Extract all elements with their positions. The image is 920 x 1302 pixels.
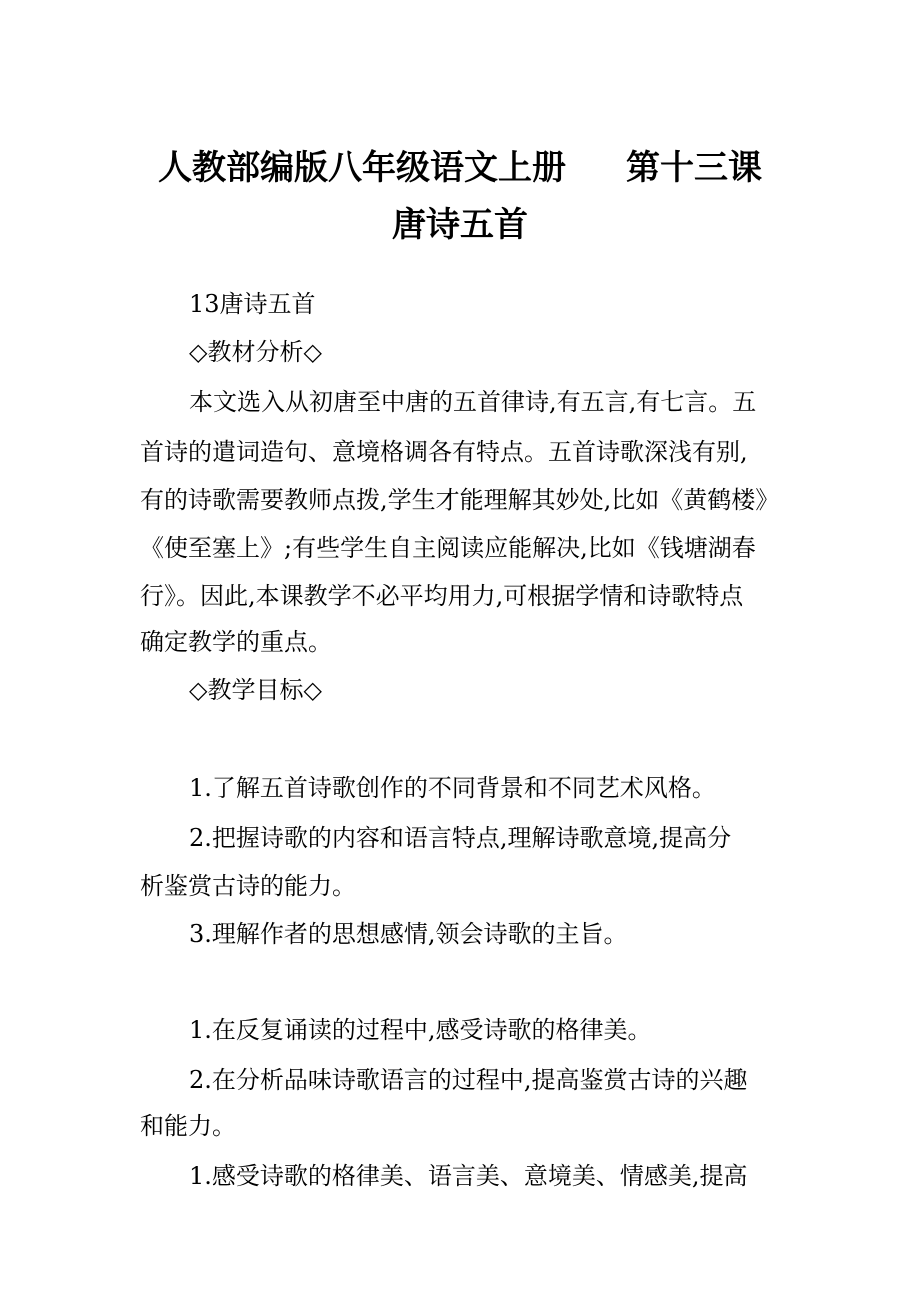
title-book: 人教部编版八年级语文上册 [158,148,566,188]
goal-item: 2.把握诗歌的内容和语言特点,理解诗歌意境,提高分 [189,824,732,852]
paragraph-line: 行》。因此,本课教学不必平均用力,可根据学情和诗歌特点 [140,582,744,610]
lesson-heading: 13唐诗五首 [189,290,316,318]
section-heading-goals: ◇教学目标◇ [189,676,322,704]
document-title-line1 [0,148,920,188]
goal-item: 1.了解五首诗歌创作的不同背景和不同艺术风格。 [189,774,716,802]
paragraph-line: 首诗的遣词造句、意境格调各有特点。五首诗歌深浅有别, [140,438,748,466]
process-item: 2.在分析品味诗歌语言的过程中,提高鉴赏古诗的兴趣 [189,1066,748,1094]
paragraph-line: 本文选入从初唐至中唐的五首律诗,有五言,有七言。五 [189,388,757,416]
section-heading-analysis: ◇教材分析◇ [189,338,322,366]
emotion-item: 1.感受诗歌的格律美、语言美、意境美、情感美,提高 [189,1162,748,1190]
goal-item-continued: 析鉴赏古诗的能力。 [140,872,356,900]
goal-item: 3.理解作者的思想感情,领会诗歌的主旨。 [189,920,628,948]
paragraph-line: 有的诗歌需要教师点拨,学生才能理解其妙处,比如《黄鹤楼》 [140,486,780,514]
process-item-continued: 和能力。 [140,1112,236,1140]
title-lesson: 第十三课 [626,148,762,188]
document-title-line2: 唐诗五首 [392,205,528,245]
process-item: 1.在反复诵读的过程中,感受诗歌的格律美。 [189,1016,652,1044]
paragraph-line: 确定教学的重点。 [140,628,332,656]
paragraph-line: 《使至塞上》;有些学生自主阅读应能解决,比如《钱塘湖春 [140,534,756,562]
